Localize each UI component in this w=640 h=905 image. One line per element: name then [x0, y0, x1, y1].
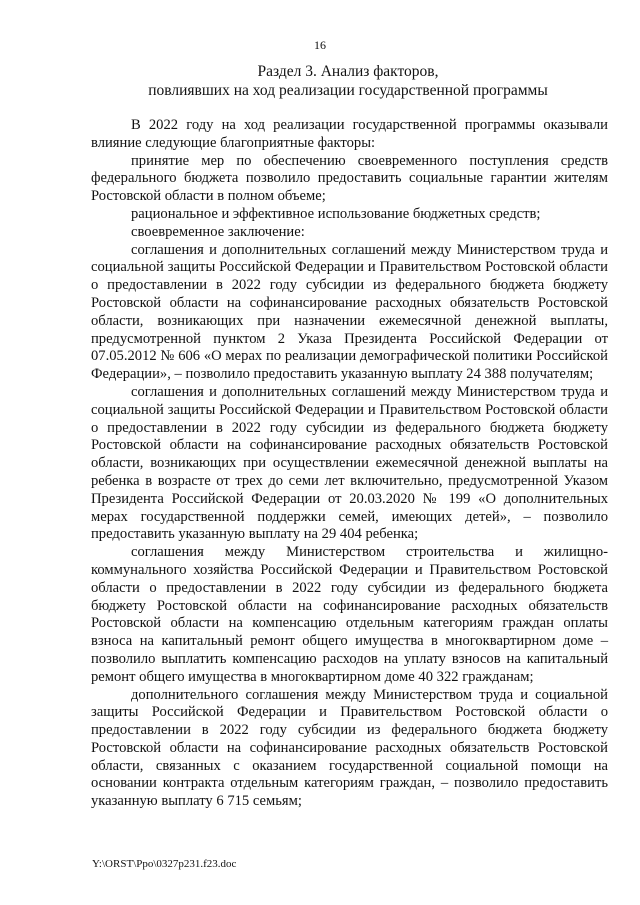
paragraph: дополнительного соглашения между Министерством труда и социальной защиты Российской Федерации и Правительством Ростовской области о предоставлении в 2022 году субсидии из федерального бюджета бюджету Ростовской области на софинансирование расходных обязательств Ростовской области, связанных с оказанием государственной социальной помощи на основании контракта отдельным категориям граждан, – позволило предоставить указанную выплату 6 715 семьям;	[91, 686, 608, 810]
file-path-footer: Y:\ORST\Ppo\0327p231.f23.doc	[92, 858, 237, 870]
page-number: 16	[314, 38, 326, 52]
paragraph: соглашения между Министерством строительства и жилищно-коммунального хозяйства Российской Федерации и Правительством Ростовской области о предоставлении в 2022 году субсидии из федерального бюджета бюджету Ростовской области на софинансирование расходных обязательств Ростовской области на компенсацию отдельным категориям граждан оплаты взноса на капитальный ремонт общего имущества в многоквартирном доме – позволило выплатить компенсацию расходов на уплату взносов на капитальный ремонт общего имущества в многоквартирном доме 40 322 гражданам;	[91, 544, 608, 685]
paragraph: соглашения и дополнительных соглашений между Министерством труда и социальной защиты Российской Федерации и Правительством Ростовской области о предоставлении в 2022 году субсидии из федерального бюджета бюджету Ростовской области на софинансирование расходных обязательств Ростовской области, возникающих при назначении ежемесячной денежной выплаты, предусмотренной пунктом 2 Указа Президента Российской Федерации от 07.05.2012 № 606 «О мерах по реализации демографической политики Российской Федерации», – позволило предоставить указанную выплату 24 388 получателям;	[91, 241, 608, 383]
paragraph: рациональное и эффективное использование бюджетных средств;	[131, 205, 541, 222]
paragraph: своевременное заключение:	[131, 223, 305, 240]
section-heading-line-1: Раздел 3. Анализ факторов,	[257, 63, 439, 80]
paragraph: В 2022 году на ход реализации государственной программы оказывали влияние следующие благоприятные факторы:	[91, 117, 608, 151]
section-heading	[88, 62, 608, 100]
section-heading-line-2: повлиявших на ход реализации государственной программы	[148, 82, 548, 99]
paragraph: соглашения и дополнительных соглашений между Министерством труда и социальной защиты Российской Федерации и Правительством Ростовской области о предоставлении в 2022 году субсидии из федерального бюджета бюджету Ростовской области на софинансирование расходных обязательств Ростовской области, возникающих при осуществлении ежемесячной денежной выплаты на ребенка в возрасте от трех до семи лет включительно, предусмотренной Указом Президента Российской Федерации от 20.03.2020 № 199 «О дополнительных мерах государственной поддержки семей, имеющих детей», – позволило предоставить указанную выплату на 29 404 ребенка;	[91, 383, 608, 543]
paragraph: принятие мер по обеспечению своевременного поступления средств федерального бюджета позволило предоставить социальные гарантии жителям Ростовской области в полном объеме;	[91, 152, 608, 205]
document-body	[91, 117, 608, 811]
